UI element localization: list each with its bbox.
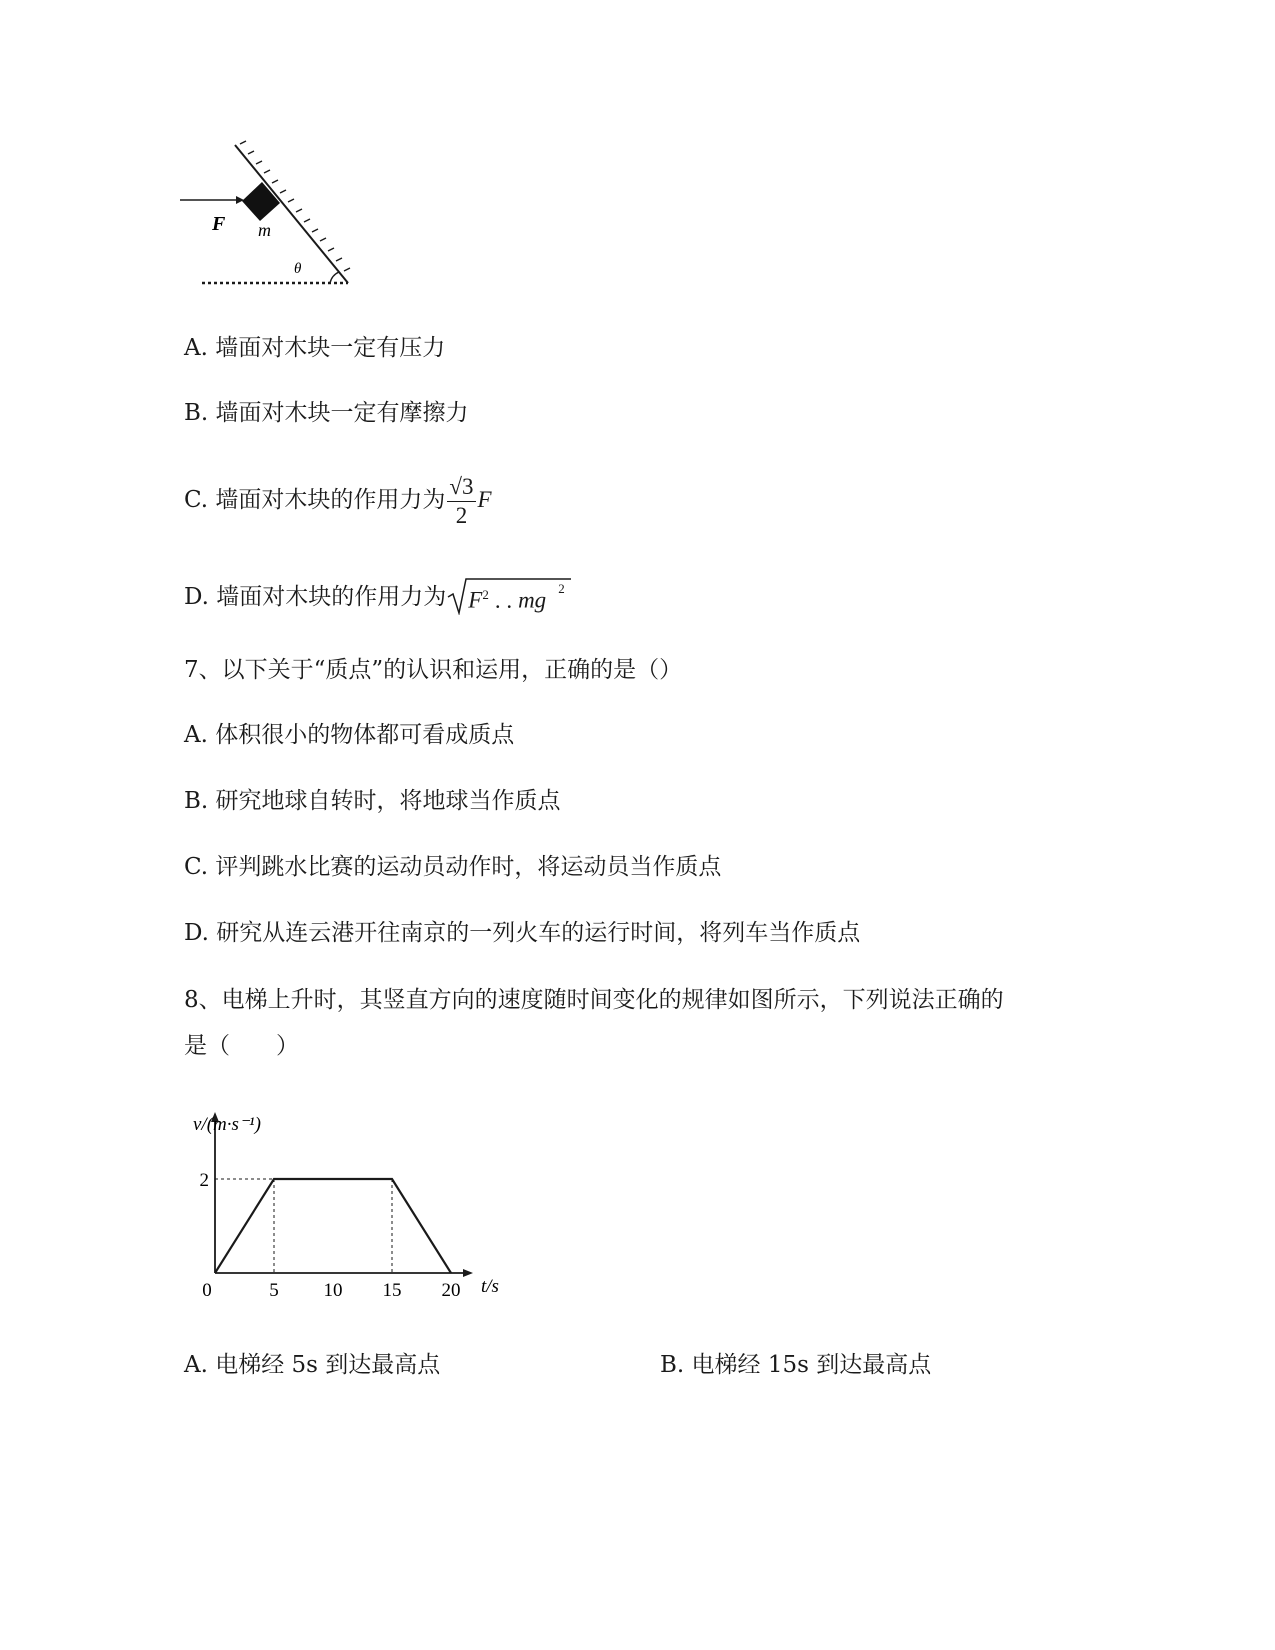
expr-f: F (468, 587, 483, 613)
x-tick-label-20: 20 (441, 1280, 461, 1301)
q6-option-d (184, 575, 565, 621)
angle-arc (330, 272, 339, 283)
sqrt-expression (446, 575, 564, 621)
q6-option-a: A. 墙面对木块一定有压力 (184, 335, 446, 361)
q8-option-b: B. 电梯经 15s 到达最高点 (660, 1352, 932, 1378)
y-axis-label: v/(m·s⁻¹) (193, 1114, 261, 1135)
q7-option-a: A. 体积很小的物体都可看成质点 (184, 722, 515, 748)
chart-guide-lines (215, 1179, 392, 1273)
fraction-numerator: √3 (447, 473, 475, 502)
x-axis-label: t/s (481, 1276, 499, 1297)
x-tick-label-5: 5 (269, 1280, 279, 1301)
x-axis (215, 1269, 473, 1277)
fraction-denominator: 2 (455, 502, 468, 528)
q8-stem-line2: 是（ ） (184, 1033, 299, 1059)
y-tick-label-2: 2 (199, 1170, 209, 1191)
x-tick-label-0: 0 (202, 1280, 212, 1301)
x-tick-label-10: 10 (323, 1280, 343, 1301)
q8-stem-line1: 8、电梯上升时，其竖直方向的速度随时间变化的规律如图所示，下列说法正确的 (184, 987, 1004, 1013)
expr-sup-2: 2 (558, 581, 565, 596)
q7-option-c: C. 评判跳水比赛的运动员动作时，将运动员当作质点 (184, 854, 722, 880)
y-axis (211, 1112, 219, 1273)
block (242, 182, 280, 221)
angle-label: θ (294, 261, 302, 277)
force-label: F (212, 213, 226, 235)
q7-stem: 7、以下关于“质点”的认识和运用，正确的是（） (184, 657, 683, 683)
q7-option-b: B. 研究地球自转时，将地球当作质点 (184, 788, 561, 814)
expr-sup-1: 2 (482, 587, 489, 602)
q6-option-c (184, 470, 492, 530)
force-arrow-head (236, 196, 244, 204)
q6-option-c-text: C. 墙面对木块的作用力为 (184, 487, 446, 513)
variable-f: F (477, 487, 492, 512)
q8-option-a: A. 电梯经 5s 到达最高点 (184, 1352, 441, 1378)
x-tick-labels (202, 1280, 460, 1301)
q6-option-d-text: D. 墙面对木块的作用力为 (184, 583, 447, 610)
incline-wall (235, 145, 348, 283)
velocity-series-line (215, 1179, 451, 1273)
y-tick-labels (200, 1170, 210, 1191)
expr-mg: mg (518, 587, 547, 613)
fraction (447, 473, 475, 530)
q6-option-b: B. 墙面对木块一定有摩擦力 (184, 400, 469, 426)
expr-dots: . . (494, 587, 513, 613)
incline-block-figure (170, 135, 370, 295)
chart-series (215, 1179, 451, 1273)
q7-option-d: D. 研究从连云港开往南京的一列火车的运行时间，将列车当作质点 (184, 920, 861, 946)
x-tick-label-15: 15 (382, 1280, 402, 1301)
mass-label: m (258, 220, 271, 240)
velocity-time-chart (185, 1100, 525, 1310)
